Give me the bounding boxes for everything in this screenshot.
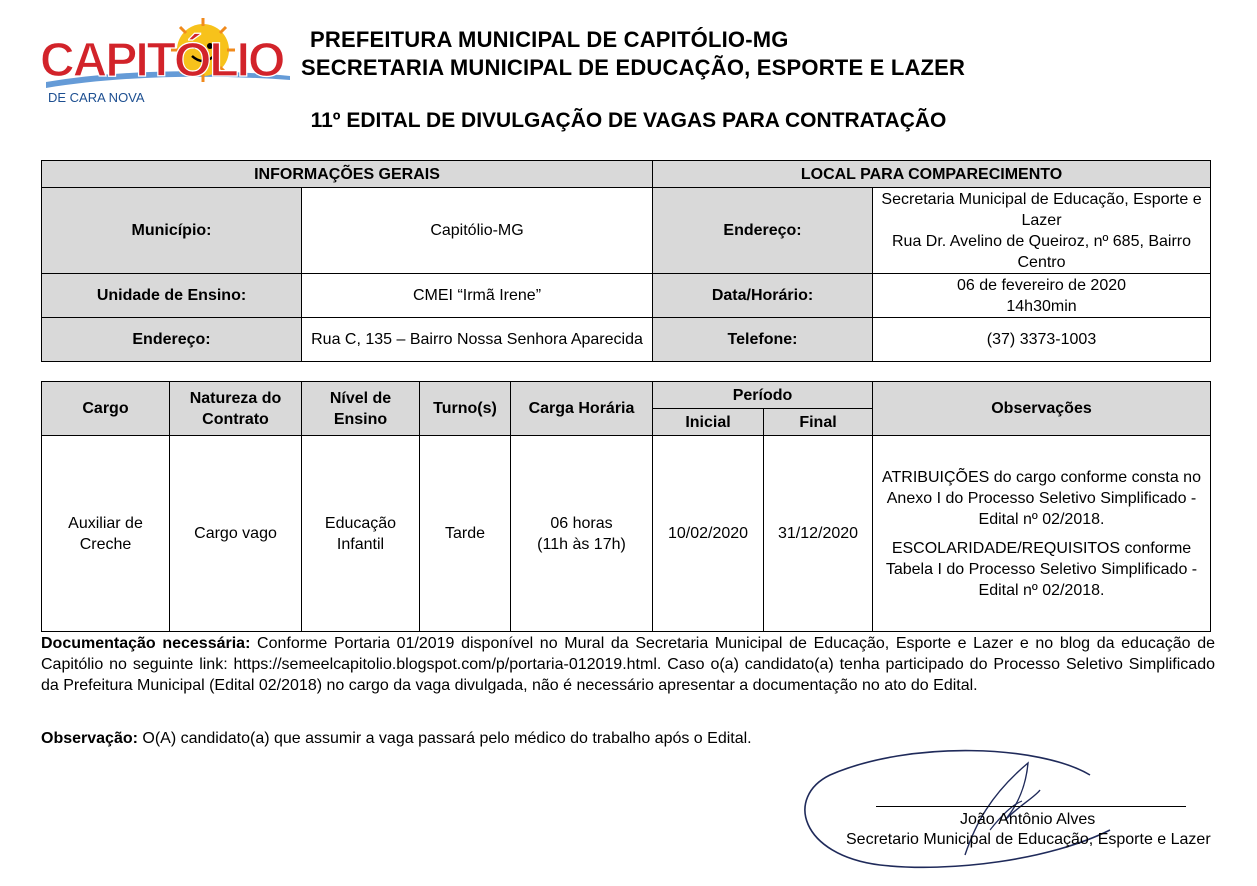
table-row [42, 436, 1211, 632]
col-natureza: Natureza do Contrato [170, 382, 302, 436]
general-info-header: INFORMAÇÕES GERAIS [42, 161, 653, 188]
col-turno: Turno(s) [420, 382, 511, 436]
signature-line [876, 806, 1186, 807]
col-periodo: Período [653, 382, 873, 409]
header-line-prefeitura: PREFEITURA MUNICIPAL DE CAPITÓLIO-MG [310, 27, 789, 52]
unidade-value: CMEI “Irmã Irene” [302, 274, 653, 318]
col-inicial: Inicial [653, 409, 764, 436]
capitolio-logo [38, 18, 300, 106]
col-observacoes: Observações [873, 382, 1211, 436]
endereco-label: Endereço: [42, 318, 302, 362]
local-endereco-label: Endereço: [653, 188, 873, 274]
cell-final: 31/12/2020 [764, 436, 873, 632]
svg-text:DE CARA NOVA: DE CARA NOVA [48, 90, 145, 105]
handwritten-signature [790, 735, 1120, 875]
col-carga: Carga Horária [511, 382, 653, 436]
observation-label: Observação: [41, 730, 138, 747]
cell-cargo: Auxiliar de Creche [42, 436, 170, 632]
document-title: 11º EDITAL DE DIVULGAÇÃO DE VAGAS PARA CONTRATAÇÃO [310, 109, 947, 132]
cell-inicial: 10/02/2020 [653, 436, 764, 632]
data-horario-value: 06 de fevereiro de 2020 14h30min [873, 274, 1211, 318]
col-cargo: Cargo [42, 382, 170, 436]
cell-natureza: Cargo vago [170, 436, 302, 632]
general-info-table [41, 160, 1211, 362]
documentation-label: Documentação necessária: [41, 635, 251, 652]
cell-observacoes: ATRIBUIÇÕES do cargo conforme consta no Anexo I do Processo Seletivo Simplificado - Edital nº 02/2018. ESCOLARIDADE/REQUISITOS conforme Tabela I do Processo Seletivo Simplificado - Edital nº 02/2018. [873, 436, 1211, 632]
endereco-value: Rua C, 135 – Bairro Nossa Senhora Aparecida [302, 318, 653, 362]
cell-nivel: Educação Infantil [302, 436, 420, 632]
municipio-label: Município: [42, 188, 302, 274]
cell-turno: Tarde [420, 436, 511, 632]
documentation-note [41, 633, 1215, 696]
col-final: Final [764, 409, 873, 436]
telefone-label: Telefone: [653, 318, 873, 362]
signatory-role: Secretario Municipal de Educação, Esporte e Lazer [846, 831, 1211, 848]
signatory-name: João Antônio Alves [960, 811, 1096, 828]
municipio-value: Capitólio-MG [302, 188, 653, 274]
vacancies-table [41, 381, 1211, 632]
telefone-value: (37) 3373-1003 [873, 318, 1211, 362]
cell-carga: 06 horas (11h às 17h) [511, 436, 653, 632]
header-line-secretaria: SECRETARIA MUNICIPAL DE EDUCAÇÃO, ESPORTE E LAZER [301, 55, 966, 80]
unidade-label: Unidade de Ensino: [42, 274, 302, 318]
attendance-location-header: LOCAL PARA COMPARECIMENTO [653, 161, 1211, 188]
data-horario-label: Data/Horário: [653, 274, 873, 318]
local-endereco-value: Secretaria Municipal de Educação, Esporte e Lazer Rua Dr. Avelino de Queiroz, nº 685, Bairro Centro [873, 188, 1211, 274]
col-nivel: Nível de Ensino [302, 382, 420, 436]
documentation-text: Conforme Portaria 01/2019 disponível no Mural da Secretaria Municipal de Educação, Esporte e Lazer e no blog da educação de Capitólio no seguinte link: https://semeelcapitolio.blogspot.com/p/portaria-012019.html. Caso o(a) candidato(a) tenha participado do Processo Seletivo Simplificado da Prefeitura Municipal (Edital 02/2018) no cargo da vaga divulgada, não é necessário apresentar a documentação no ato do Edital. [41, 635, 1215, 694]
svg-text:CAPITÓLIO: CAPITÓLIO [40, 34, 284, 87]
observation-text: O(A) candidato(a) que assumir a vaga passará pelo médico do trabalho após o Edital. [137, 730, 752, 747]
